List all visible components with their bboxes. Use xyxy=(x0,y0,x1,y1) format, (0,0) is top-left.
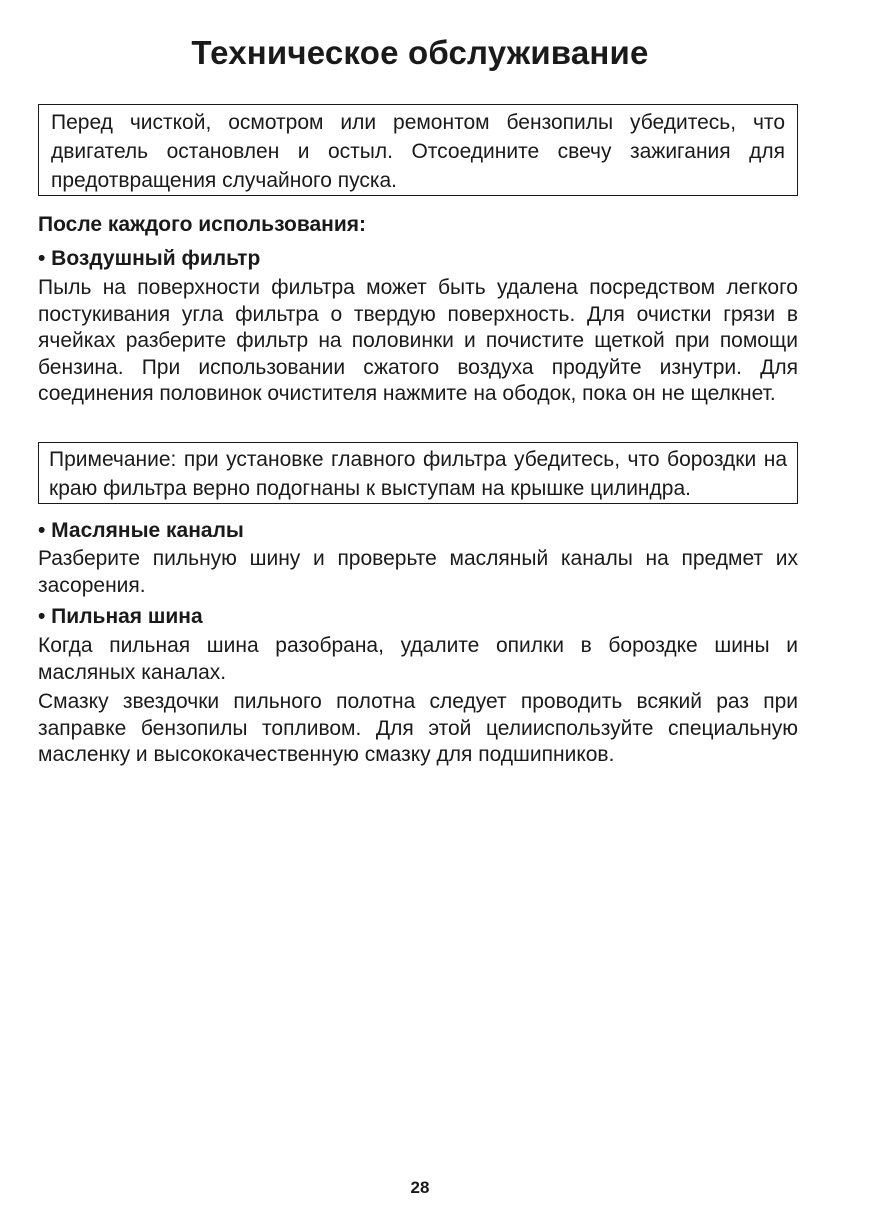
sprocket-lubrication-text: Смазку звездочки пильного полотна следует проводить всякий раз при заправке бензопилы топливом. Для этой целииспользуйте специальную масленку и высококачественную смазку для подшипников. xyxy=(38,690,798,766)
air-filter-heading: • Воздушный фильтр xyxy=(38,247,261,270)
air-filter-text: Пыль на поверхности фильтра может быть удалена посредством легкого постукивания угла фильтра о твердую поверхность. Для очистки грязи в ячейках разберите фильтр на половинки и почистите щеткой при помощи бензина. При использовании сжатого воздуха продуйте изнутри. Для соединения половинок очистителя нажмите на ободок, пока он не щелкнет. xyxy=(38,276,798,405)
air-filter-note-box xyxy=(38,442,798,504)
safety-warning-text: Перед чисткой, осмотром или ремонтом бензопилы убедитесь, что двигатель остановлен и остыл. Отсоедините свечу зажигания для предотвращения случайного пуска. xyxy=(51,111,785,192)
page-title: Техническое обслуживание xyxy=(191,34,649,71)
oil-channels-heading: • Масляные каналы xyxy=(38,519,244,542)
guide-bar-heading: • Пильная шина xyxy=(38,605,203,628)
after-each-use-heading: После каждого использования: xyxy=(38,213,366,236)
safety-warning-box xyxy=(38,104,798,196)
guide-bar-text: Когда пильная шина разобрана, удалите опилки в бороздке шины и масляных каналах. xyxy=(38,634,798,684)
oil-channels-text: Разберите пильную шину и проверьте масляный каналы на предмет их засорения. xyxy=(38,547,798,597)
air-filter-note-text: Примечание: при установке главного фильтра убедитесь, что бороздки на краю фильтра верно подогнаны к выступам на крышке цилиндра. xyxy=(49,448,787,500)
page-number: 28 xyxy=(410,1178,430,1197)
